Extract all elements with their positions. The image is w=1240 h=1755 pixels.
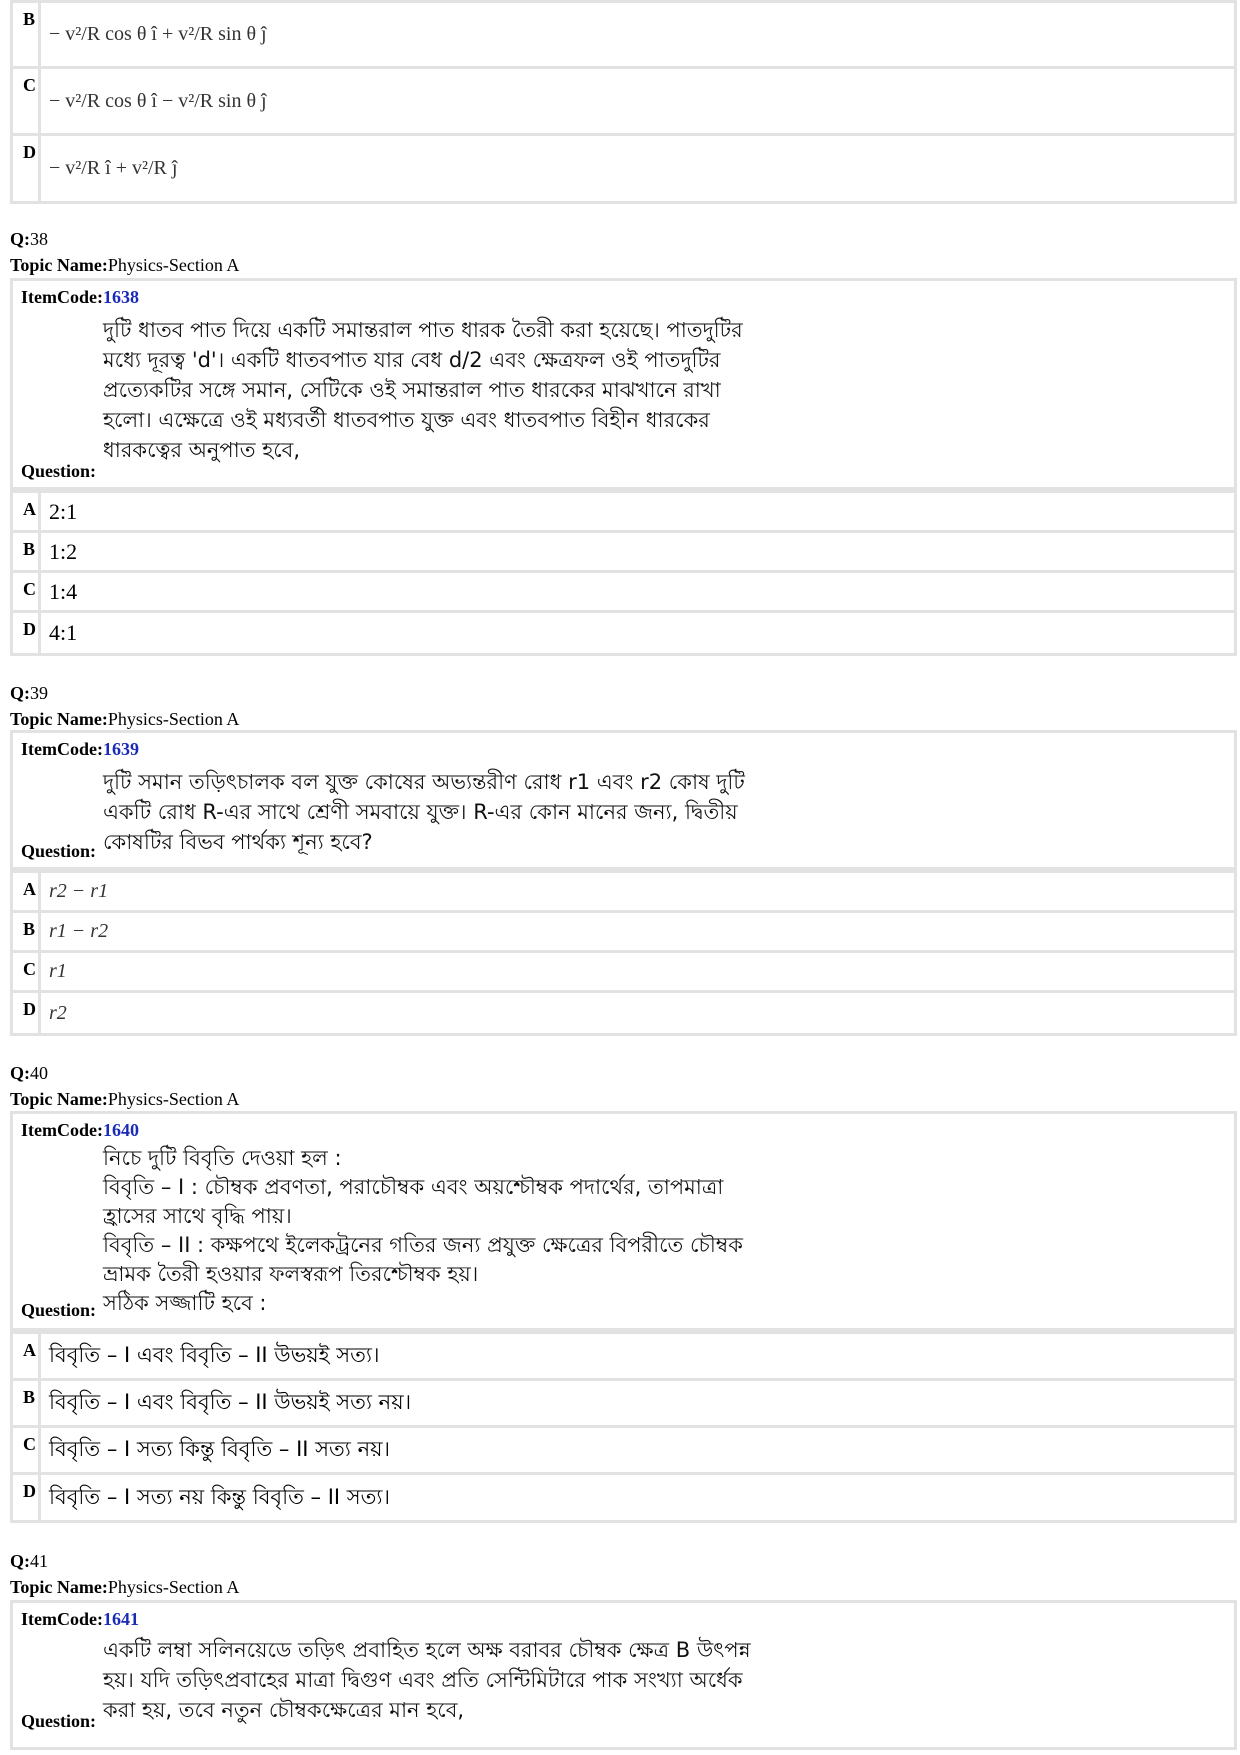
question-label: Question: bbox=[21, 461, 97, 481]
option-row[interactable] bbox=[13, 69, 1234, 136]
topic-label: Topic Name: bbox=[10, 1577, 108, 1597]
option-letter: C bbox=[13, 1428, 41, 1472]
option-a[interactable] bbox=[13, 1334, 1234, 1381]
topic-label: Topic Name: bbox=[10, 255, 108, 275]
option-letter: D bbox=[13, 613, 41, 653]
option-letter: D bbox=[13, 1475, 41, 1522]
question-box bbox=[10, 730, 1237, 870]
option-text: r1 − r2 bbox=[49, 920, 109, 942]
option-row[interactable] bbox=[13, 136, 1234, 201]
q-label: Q: bbox=[10, 229, 30, 249]
topic-label: Topic Name: bbox=[10, 709, 108, 729]
option-text: বিবৃতি – I সত্য কিন্তু বিবৃতি – II সত্য নয়। bbox=[49, 1436, 390, 1461]
question-number: 39 bbox=[30, 683, 48, 703]
question-label: Question: bbox=[21, 1300, 97, 1320]
question-text: দুটি সমান তড়িৎচালক বল যুক্ত কোষের অভ্যন্তরীণ রোধ r1 এবং r2 কোষ দুটি একটি রোধ R-এর সাথে শ্রেণী সমবায়ে যুক্ত। R-এর কোন মানের জন্য, দ্বিতীয় কোষটির বিভব পার্থক্য শূন্য হবে? bbox=[103, 770, 745, 854]
question-header bbox=[10, 1060, 239, 1112]
option-a[interactable] bbox=[13, 493, 1234, 533]
option-d[interactable] bbox=[13, 1475, 1234, 1522]
option-d[interactable] bbox=[13, 613, 1234, 653]
option-letter: B bbox=[13, 913, 41, 950]
question-label: Question: bbox=[21, 841, 97, 861]
option-text: 1:2 bbox=[49, 538, 78, 564]
question-text: দুটি ধাতব পাত দিয়ে একটি সমান্তরাল পাত ধারক তৈরী করা হয়েছে। পাতদুটির মধ্যে দূরত্ব 'd'। একটি ধাতবপাত যার বেধ d/2 এবং ক্ষেত্রফল ওই পাতদুটির প্রত্যেকটির সঙ্গে সমান, সেটিকে ওই সমান্তরাল পাত ধারকের মাঝখানে রাখা হলো। এক্ষেত্রে ওই মধ্যবর্তী ধাতবপাত যুক্ত এবং ধাতবপাত বিহীন ধারকের ধারকত্বের অনুপাত হবে, bbox=[103, 318, 743, 462]
question-number: 40 bbox=[30, 1063, 48, 1083]
item-code: ItemCode:1641 bbox=[21, 1609, 139, 1629]
option-text: r2 bbox=[49, 1001, 67, 1024]
option-a[interactable] bbox=[13, 873, 1234, 913]
q-label: Q: bbox=[10, 1063, 30, 1083]
option-letter: A bbox=[13, 493, 41, 530]
topic-name: Physics-Section A bbox=[107, 1577, 240, 1597]
option-letter: B bbox=[13, 3, 41, 66]
option-text: 1:4 bbox=[49, 578, 78, 604]
option-letter: A bbox=[13, 1334, 41, 1378]
option-c[interactable] bbox=[13, 953, 1234, 993]
option-b[interactable] bbox=[13, 533, 1234, 573]
option-d[interactable] bbox=[13, 993, 1234, 1033]
option-c[interactable] bbox=[13, 573, 1234, 613]
question-header bbox=[10, 226, 239, 278]
option-text: বিবৃতি – I এবং বিবৃতি – II উভয়ই সত্য নয়। bbox=[49, 1389, 412, 1414]
question-box bbox=[10, 1111, 1237, 1331]
prev-options-table bbox=[10, 0, 1237, 204]
option-letter: A bbox=[13, 873, 41, 910]
question-header bbox=[10, 680, 239, 732]
option-text: 2:1 bbox=[49, 498, 78, 524]
option-text: − v²/R î + v²/R ĵ bbox=[49, 157, 178, 179]
question-header bbox=[10, 1548, 239, 1600]
option-text: − v²/R cos θ î − v²/R sin θ ĵ bbox=[49, 89, 267, 112]
topic-name: Physics-Section A bbox=[107, 1089, 240, 1109]
options-table bbox=[10, 870, 1237, 1036]
topic-name: Physics-Section A bbox=[107, 709, 240, 729]
question-number: 41 bbox=[30, 1551, 48, 1571]
option-letter: D bbox=[13, 993, 41, 1033]
question-text: একটি লম্বা সলিনয়েডে তড়িৎ প্রবাহিত হলে অক্ষ বরাবর চৌম্বক ক্ষেত্র B উৎপন্ন হয়। যদি তড়িৎপ্রবাহের মাত্রা দ্বিগুণ এবং প্রতি সেন্টিমিটারে পাক সংখ্যা অর্ধেক করা হয়, তবে নতুন চৌম্বকক্ষেত্রের মান হবে, bbox=[103, 1638, 751, 1722]
option-b[interactable] bbox=[13, 913, 1234, 953]
topic-name: Physics-Section A bbox=[107, 255, 240, 275]
topic-label: Topic Name: bbox=[10, 1089, 108, 1109]
option-letter: B bbox=[13, 533, 41, 570]
option-letter: B bbox=[13, 1381, 41, 1425]
options-table bbox=[10, 1331, 1237, 1523]
option-text: বিবৃতি – I সত্য নয় কিন্তু বিবৃতি – II সত্য। bbox=[49, 1485, 390, 1509]
question-number: 38 bbox=[30, 229, 48, 249]
option-text: বিবৃতি – I এবং বিবৃতি – II উভয়ই সত্য। bbox=[49, 1342, 380, 1367]
option-letter: C bbox=[13, 573, 41, 610]
option-b[interactable] bbox=[13, 1381, 1234, 1428]
option-letter: C bbox=[13, 69, 41, 133]
options-table bbox=[10, 490, 1237, 656]
item-code: ItemCode:1639 bbox=[21, 739, 139, 759]
option-letter: D bbox=[13, 136, 41, 201]
option-text: 4:1 bbox=[49, 620, 78, 645]
option-c[interactable] bbox=[13, 1428, 1234, 1475]
option-letter: C bbox=[13, 953, 41, 990]
question-box bbox=[10, 278, 1237, 490]
question-box bbox=[10, 1600, 1237, 1750]
q-label: Q: bbox=[10, 1551, 30, 1571]
item-code: ItemCode:1640 bbox=[21, 1120, 139, 1140]
option-text: r1 bbox=[49, 960, 67, 982]
question-text: নিচে দুটি বিবৃতি দেওয়া হল : বিবৃতি – I : চৌম্বক প্রবণতা, পরাচৌম্বক এবং অয়শ্চৌম্বক পদার্থের, তাপমাত্রা হ্রাসের সাথে বৃদ্ধি পায়। বিবৃতি – II : কক্ষপথে ইলেকট্রনের গতির জন্য প্রযুক্ত ক্ষেত্রের বিপরীতে চৌম্বক ভ্রামক তৈরী হওয়ার ফলস্বরূপ তিরশ্চৌম্বক হয়। সঠিক সজ্জাটি হবে : bbox=[103, 1146, 743, 1315]
item-code: ItemCode:1638 bbox=[21, 287, 139, 307]
option-text: r2 − r1 bbox=[49, 880, 109, 902]
q-label: Q: bbox=[10, 683, 30, 703]
option-row[interactable] bbox=[13, 3, 1234, 69]
question-label: Question: bbox=[21, 1711, 97, 1731]
option-text: − v²/R cos θ î + v²/R sin θ ĵ bbox=[49, 23, 267, 45]
